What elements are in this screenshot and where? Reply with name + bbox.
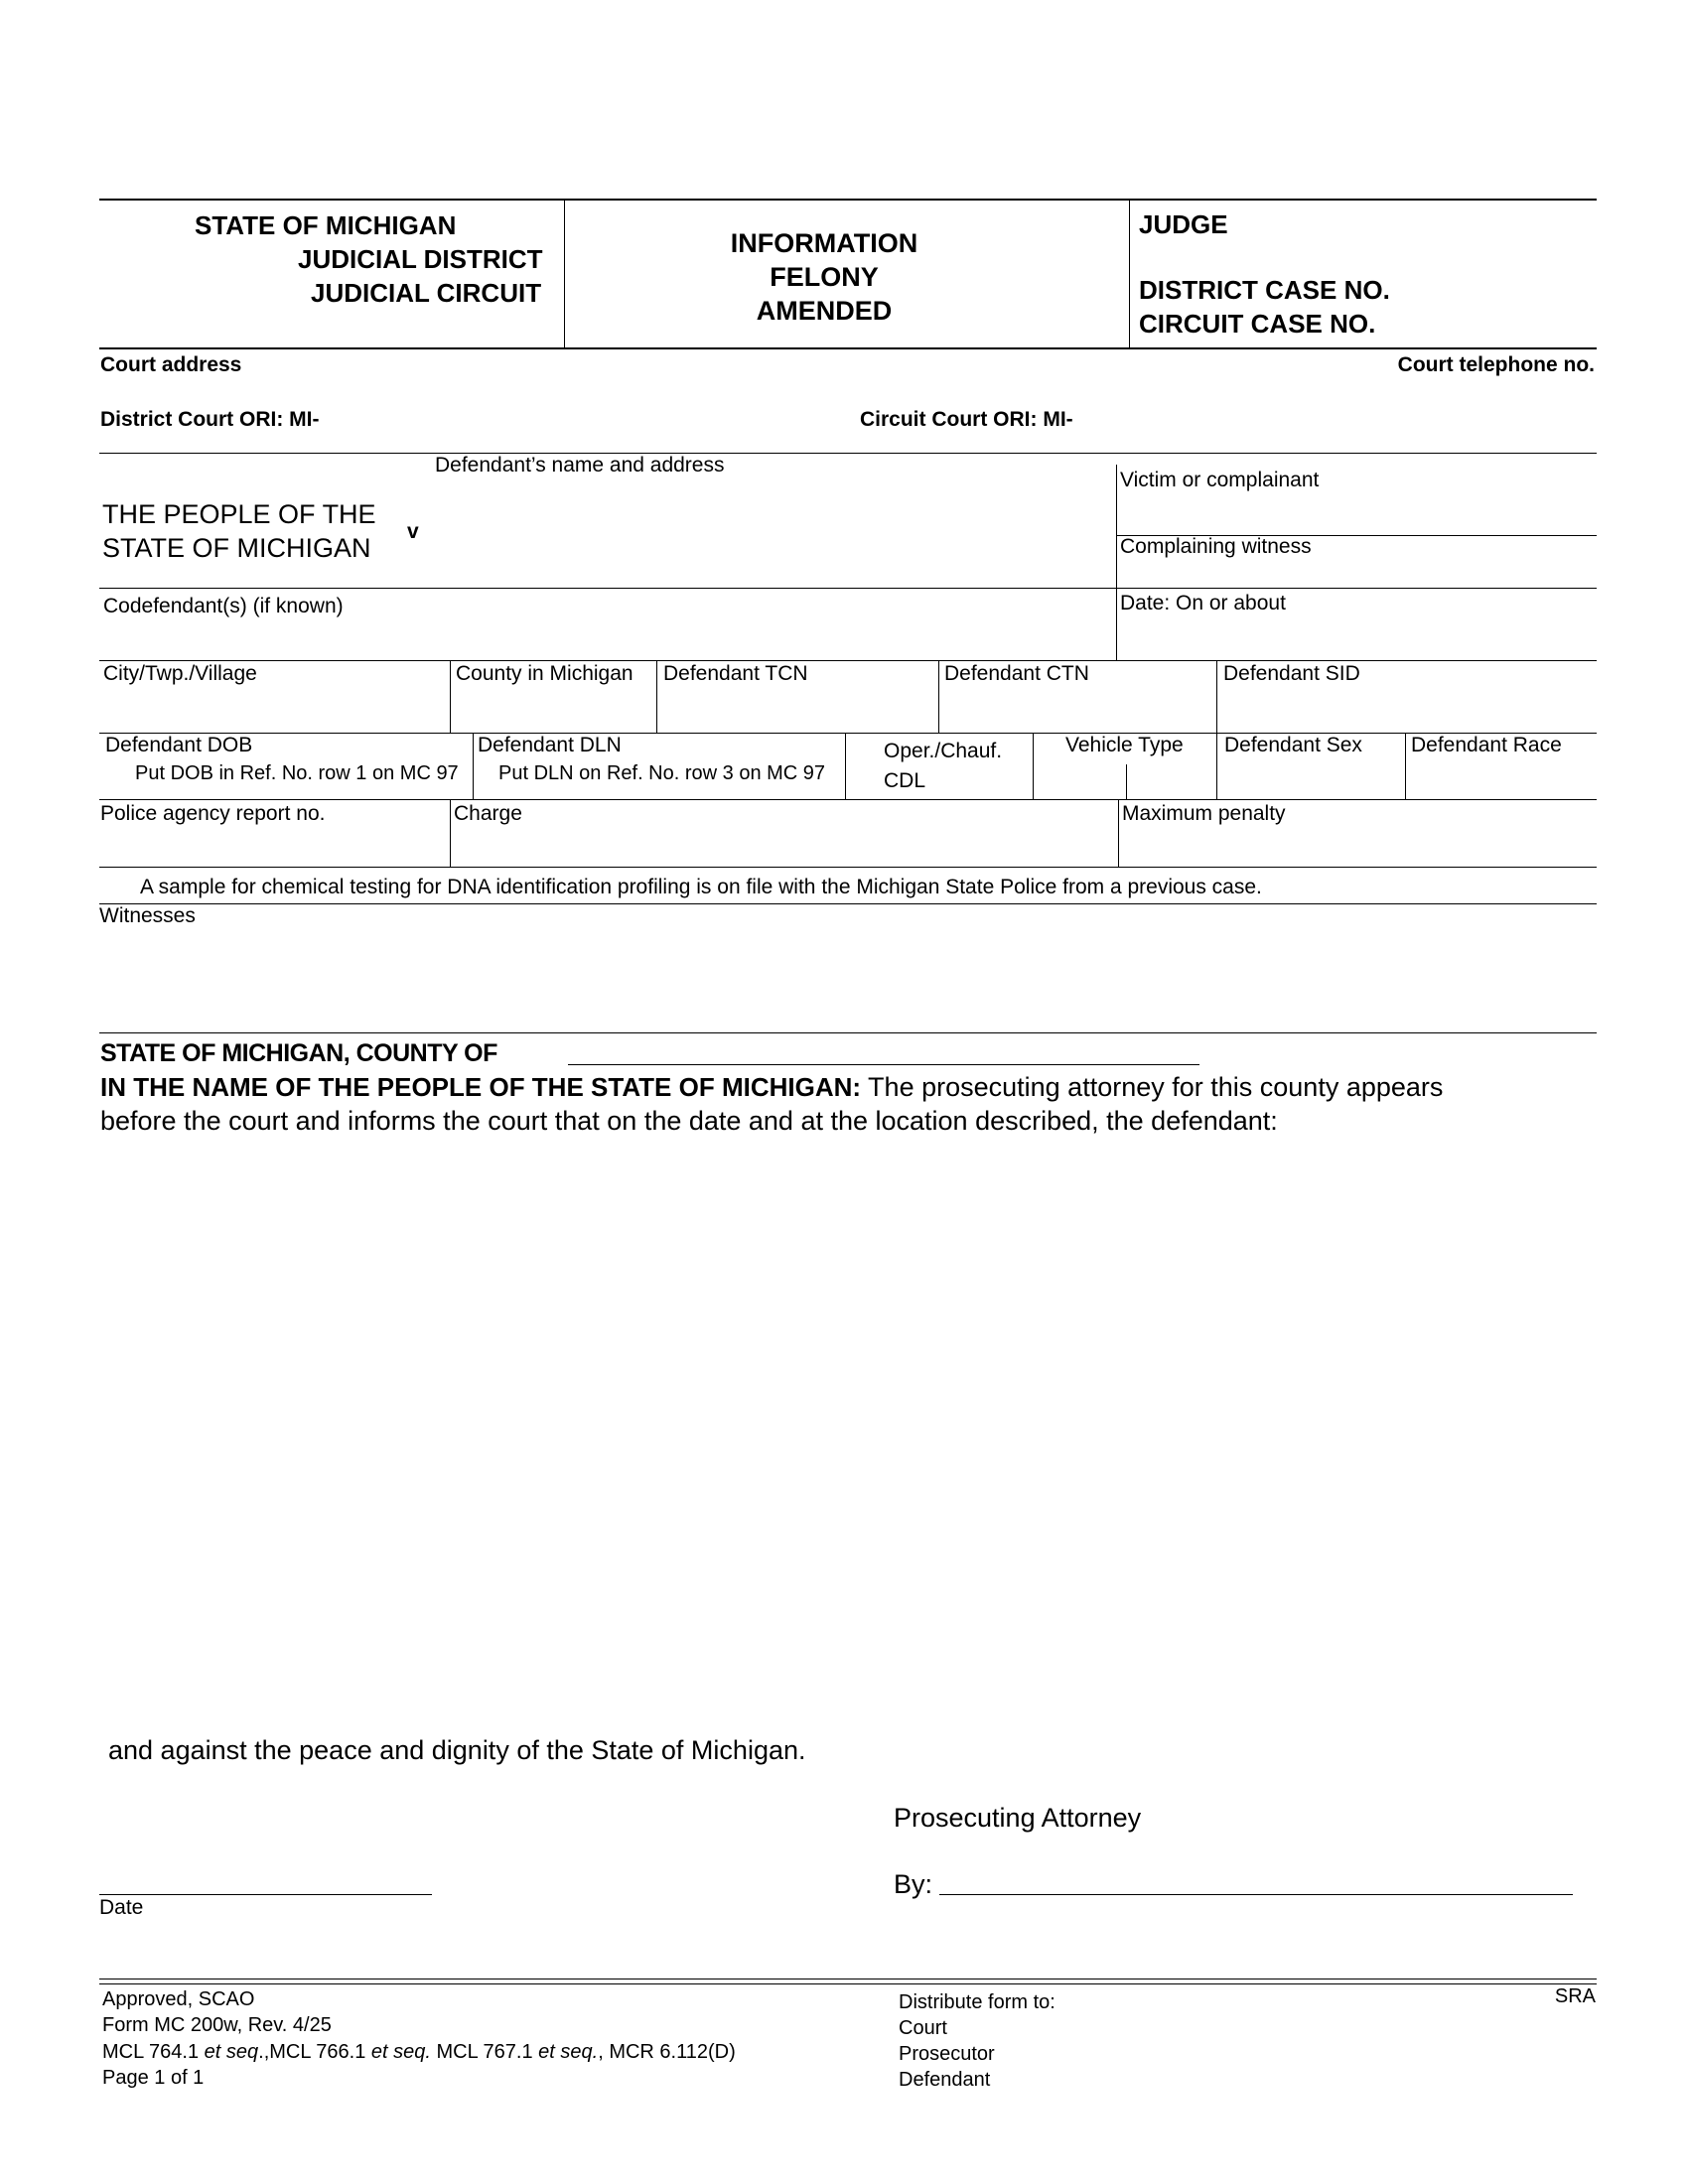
dob-note: Put DOB in Ref. No. row 1 on MC 97 (135, 762, 459, 784)
location-divider-3 (938, 660, 939, 733)
statement-part-1: The prosecuting attorney for this county appears (861, 1072, 1444, 1102)
form-title-information: INFORMATION (730, 228, 918, 258)
distribute-prosecutor: Prosecutor (899, 2043, 995, 2065)
tcn-label: Defendant TCN (663, 662, 808, 685)
witnesses-bottom-rule (99, 1032, 1597, 1033)
form-title-amended: AMENDED (756, 296, 893, 326)
charge-divider-1 (450, 799, 451, 867)
charge-divider-2 (1118, 799, 1119, 867)
form-number: Form MC 200w, Rev. 4/25 (102, 2014, 332, 2036)
people-line-1: THE PEOPLE OF THE (102, 499, 376, 529)
statute-references (102, 2041, 736, 2064)
circuit-case-no-label: CIRCUIT CASE NO. (1139, 309, 1376, 339)
codefendant-top-rule (99, 588, 1597, 589)
charge-label: Charge (454, 802, 522, 825)
sex-label: Defendant Sex (1224, 734, 1362, 756)
page-number: Page 1 of 1 (102, 2067, 205, 2089)
people-line-2: STATE OF MICHIGAN (102, 533, 371, 563)
district-case-no-label: DISTRICT CASE NO. (1139, 275, 1390, 305)
judicial-district: JUDICIAL DISTRICT (298, 244, 543, 274)
judge-label: JUDGE (1139, 209, 1228, 239)
victim-label: Victim or complainant (1120, 469, 1320, 491)
state-of-michigan: STATE OF MICHIGAN (195, 210, 457, 240)
dln-label: Defendant DLN (478, 734, 622, 756)
parties-divider (1116, 465, 1117, 660)
et-seq-3: et seq. (538, 2041, 599, 2063)
complaining-witness-label: Complaining witness (1120, 535, 1312, 558)
parties-top-rule (99, 453, 1597, 454)
county-label: County in Michigan (456, 662, 633, 685)
location-row-top-rule (99, 660, 1597, 661)
cdl-label: CDL (884, 769, 926, 792)
dna-top-rule (99, 867, 1597, 868)
closing-statement: and against the peace and dignity of the State of Michigan. (108, 1735, 806, 1765)
identity-divider-2 (845, 733, 846, 799)
identity-row-top-rule (99, 733, 1597, 734)
statement-line-2: before the court and informs the court that on the date and at the location described, the defendant: (100, 1106, 1278, 1136)
distribute-label: Distribute form to: (899, 1991, 1055, 2013)
district-ori-label: District Court ORI: MI- (100, 408, 320, 431)
witnesses-label: Witnesses (99, 904, 196, 927)
identity-divider-1 (473, 733, 474, 799)
date-label: Date (99, 1896, 144, 1919)
prosecuting-attorney-label: Prosecuting Attorney (894, 1803, 1142, 1833)
date-on-or-about-label: Date: On or about (1120, 592, 1286, 614)
cdl-checkbox[interactable] (857, 775, 873, 791)
charge-row-top-rule (99, 799, 1597, 800)
oper-chauf-checkbox[interactable] (857, 746, 873, 761)
footer-rule-2 (99, 1983, 1597, 1984)
oper-chauf-label: Oper./Chauf. (884, 740, 1003, 762)
vehicle-type-label: Vehicle Type (1065, 734, 1184, 756)
identity-divider-5 (1405, 733, 1406, 799)
identity-divider-3 (1033, 733, 1034, 799)
county-fill-line (568, 1064, 1199, 1065)
name-of-people-heading: IN THE NAME OF THE PEOPLE OF THE STATE OF MICHIGAN: (100, 1072, 862, 1102)
witnesses-top-rule (99, 903, 1597, 904)
mcl-764: MCL 764.1 (102, 2041, 205, 2063)
location-divider-1 (450, 660, 451, 733)
et-seq-1: et seq (204, 2041, 259, 2063)
signature-line[interactable] (939, 1894, 1573, 1895)
dln-note: Put DLN on Ref. No. row 3 on MC 97 (498, 762, 826, 784)
defendant-name-label: Defendant’s name and address (435, 454, 725, 477)
max-penalty-label: Maximum penalty (1122, 802, 1286, 825)
distribute-court: Court (899, 2017, 947, 2039)
header-bottom-rule (99, 347, 1597, 349)
circuit-ori-label: Circuit Court ORI: MI- (860, 408, 1073, 431)
dob-label: Defendant DOB (105, 734, 253, 756)
et-seq-2: et seq. (370, 2041, 431, 2063)
header-divider-right (1129, 200, 1130, 347)
codefendants-label: Codefendant(s) (if known) (103, 595, 344, 617)
judicial-circuit: JUDICIAL CIRCUIT (311, 278, 542, 308)
mcl-766: .,MCL 766.1 (258, 2041, 371, 2063)
ctn-label: Defendant CTN (944, 662, 1089, 685)
form-title-felony: FELONY (770, 262, 879, 292)
statement-line-1 (100, 1072, 1443, 1103)
dna-checkbox[interactable] (107, 879, 123, 894)
sid-label: Defendant SID (1223, 662, 1360, 685)
race-label: Defendant Race (1411, 734, 1562, 756)
dna-statement: A sample for chemical testing for DNA identification profiling is on file with the Michigan State Police from a previous case. (140, 876, 1262, 898)
distribute-defendant: Defendant (899, 2069, 991, 2091)
date-line[interactable] (99, 1894, 432, 1895)
vehicle-type-tick (1126, 764, 1127, 799)
versus-mark: v (407, 520, 419, 543)
location-divider-4 (1216, 660, 1217, 733)
court-telephone-label: Court telephone no. (1397, 353, 1595, 376)
court-address-label: Court address (100, 353, 242, 376)
mcl-767: MCL 767.1 (430, 2041, 539, 2063)
mcr-6112: , MCR 6.112(D) (598, 2041, 736, 2063)
sra-mark: SRA (1554, 1985, 1596, 2007)
approved-scao: Approved, SCAO (102, 1988, 255, 2010)
identity-divider-4 (1216, 733, 1217, 799)
by-label: By: (894, 1869, 933, 1899)
header-top-rule (99, 199, 1597, 201)
city-label: City/Twp./Village (103, 662, 257, 685)
county-line-label: STATE OF MICHIGAN, COUNTY OF (100, 1039, 497, 1067)
location-divider-2 (656, 660, 657, 733)
police-report-label: Police agency report no. (100, 802, 326, 825)
